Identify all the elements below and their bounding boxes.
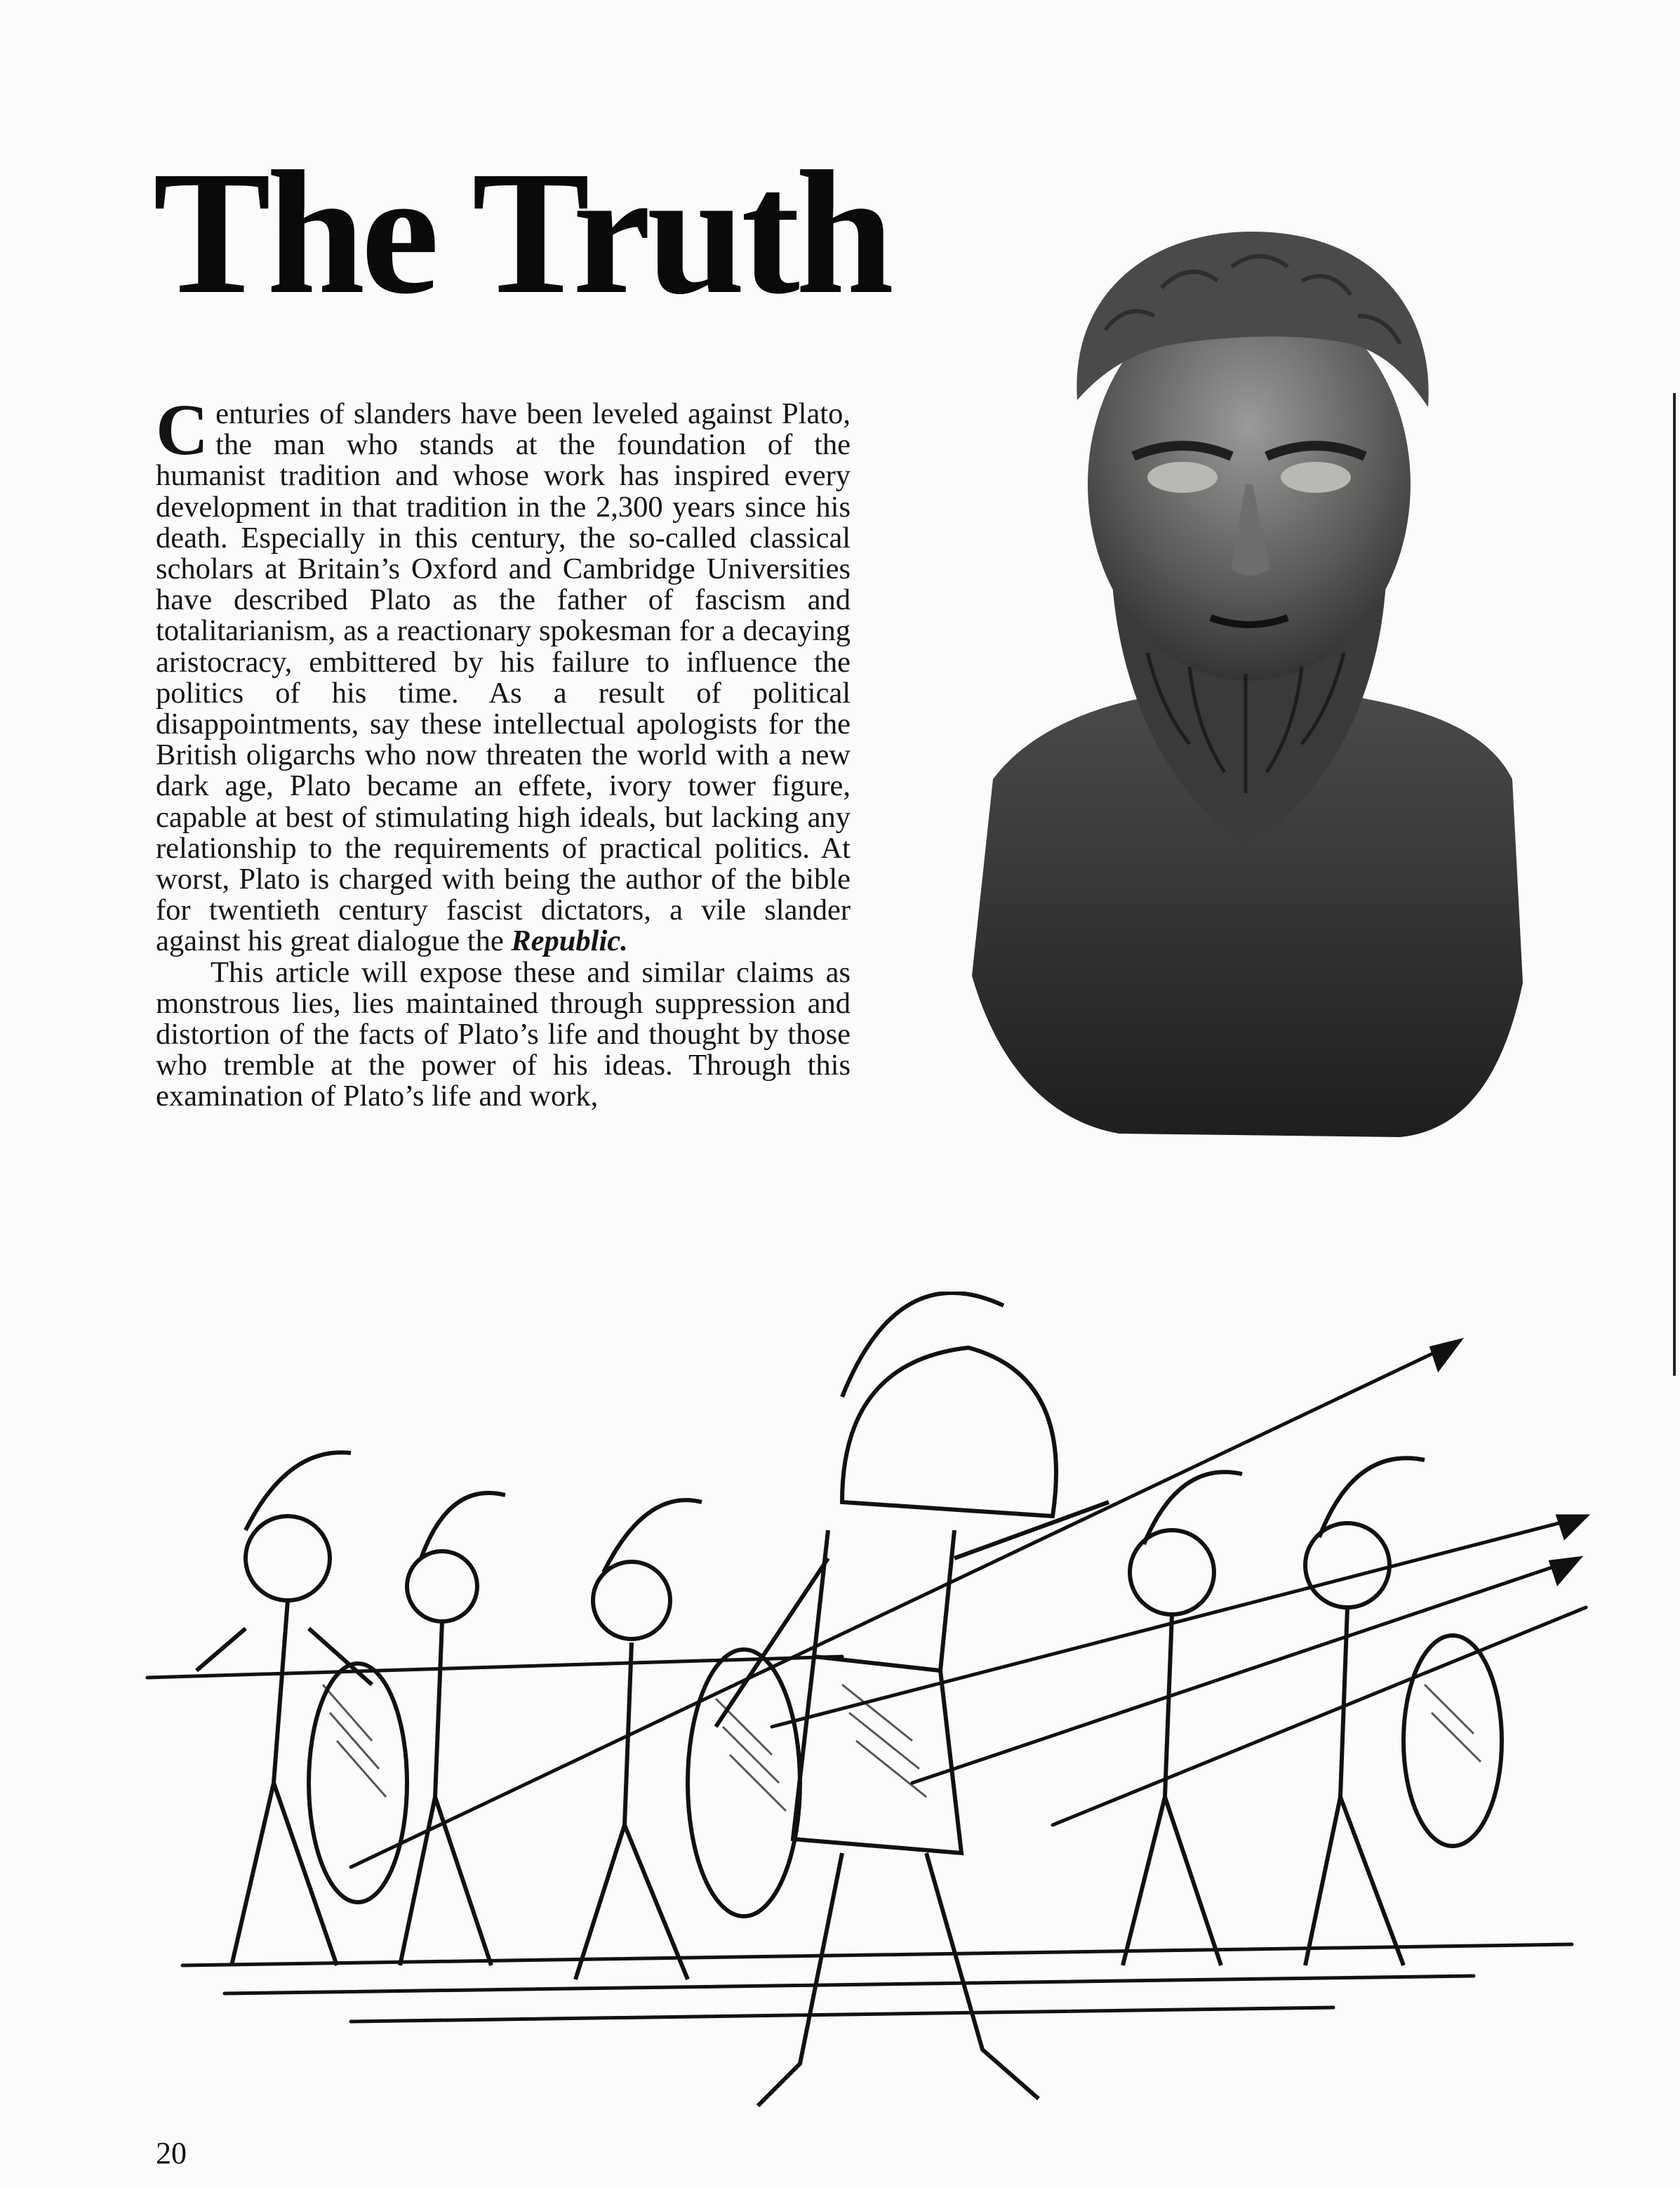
article-body	[156, 390, 851, 1113]
hoplite-soldiers-icon	[140, 1292, 1600, 2155]
drop-cap: C	[156, 390, 209, 470]
republic-title: Republic.	[511, 924, 628, 958]
page-number: 20	[156, 2136, 187, 2170]
headline: The Truth	[153, 134, 890, 331]
paragraph-1-text: enturies of slanders have been leveled against Plato, the man who stands at the foundation of the humanist tradition and whose work has inspired every development in that tradition in the 2,300 years since his death. Especially in this century, the so-called classical scholars at Britain’s Oxford and Cambridge Universities have described Plato as the father of fascism and totalitarianism, as a reactionary spokesman for a decaying aristocracy, embittered by his failure to influence the politics of his time. As a result of political disappointments, say these intellectual apologists for the British oligarchs who now threaten the world with a new dark age, Plato became an effete, ivory tower figure, capable at best of stimulating high ideals, but lacking any relationship to the requirements of practical politics. At worst, Plato is charged with being the author of the bible for twentieth century fascist dictators, a vile slander against his great dialogue the	[156, 397, 851, 958]
plato-bust-icon	[951, 190, 1540, 1179]
paragraph-2: This article will expose these and similar claims as monstrous lies, lies maintained through suppression and distortion of the facts of Plato’s life and thought by those who tremble at the power of his ideas. Through this examination of Plato’s life and work,	[156, 955, 851, 1113]
scan-edge	[1673, 393, 1676, 1376]
paragraph-1	[156, 390, 851, 958]
